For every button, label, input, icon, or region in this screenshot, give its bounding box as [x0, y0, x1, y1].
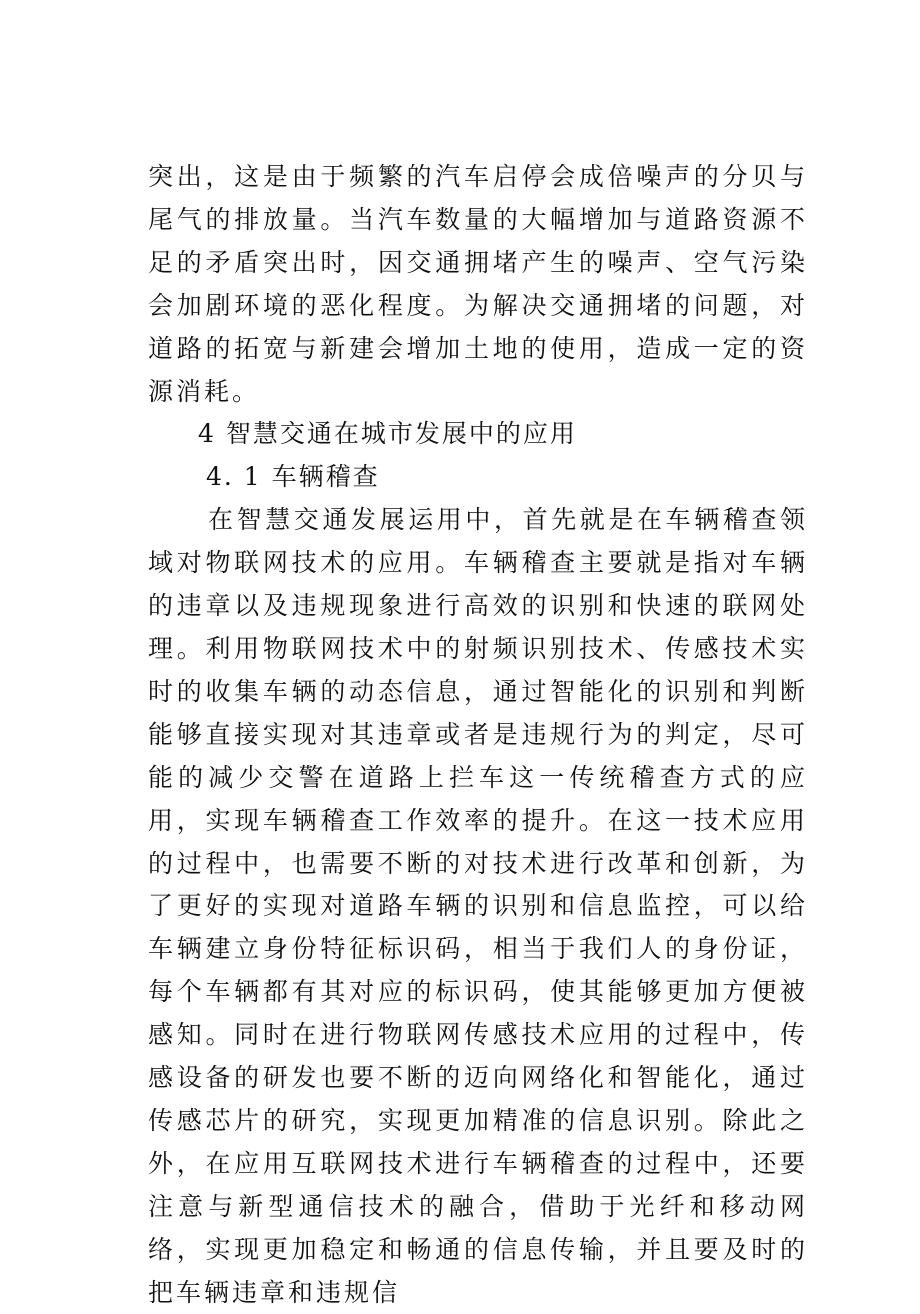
section-heading: 4 智慧交通在城市发展中的应用	[198, 419, 577, 449]
document-body	[148, 156, 808, 1314]
paragraph-vehicle-inspection: 在智慧交通发展运用中，首先就是在车辆稽查领域对物联网技术的应用。车辆稽查主要就是指对车辆的违章以及违规现象进行高效的识别和快速的联网处理。利用物联网技术中的射频识别技术、传感技术实时的收集车辆的动态信息，通过智能化的识别和判断能够直接实现对其违章或者是违规行为的判定，尽可能的减少交警在道路上拦车这一传统稽查方式的应用，实现车辆稽查工作效率的提升。在这一技术应用的过程中，也需要不断的对技术进行改革和创新，为了更好的实现对道路车辆的识别和信息监控，可以给车辆建立身份特征标识码，相当于我们人的身份证，每个车辆都有其对应的标识码，使其能够更加方便被感知。同时在进行物联网传感技术应用的过程中，传感设备的研发也要不断的迈向网络化和智能化，通过传感芯片的研究，实现更加精准的信息识别。除此之外，在应用互联网技术进行车辆稽查的过程中，还要注意与新型通信技术的融合，借助于光纤和移动网络，实现更加稳定和畅通的信息传输，并且要及时的把车辆违章和违规信	[148, 505, 808, 1307]
subsection-heading: 4. 1 车辆稽查	[206, 462, 380, 492]
paragraph-continued: 突出，这是由于频繁的汽车启停会成倍噪声的分贝与尾气的排放量。当汽车数量的大幅增加与道路资源不足的矛盾突出时，因交通拥堵产生的噪声、空气污染会加剧环境的恶化程度。为解决交通拥堵的问题，对道路的拓宽与新建会增加土地的使用，造成一定的资源消耗。	[148, 162, 808, 406]
